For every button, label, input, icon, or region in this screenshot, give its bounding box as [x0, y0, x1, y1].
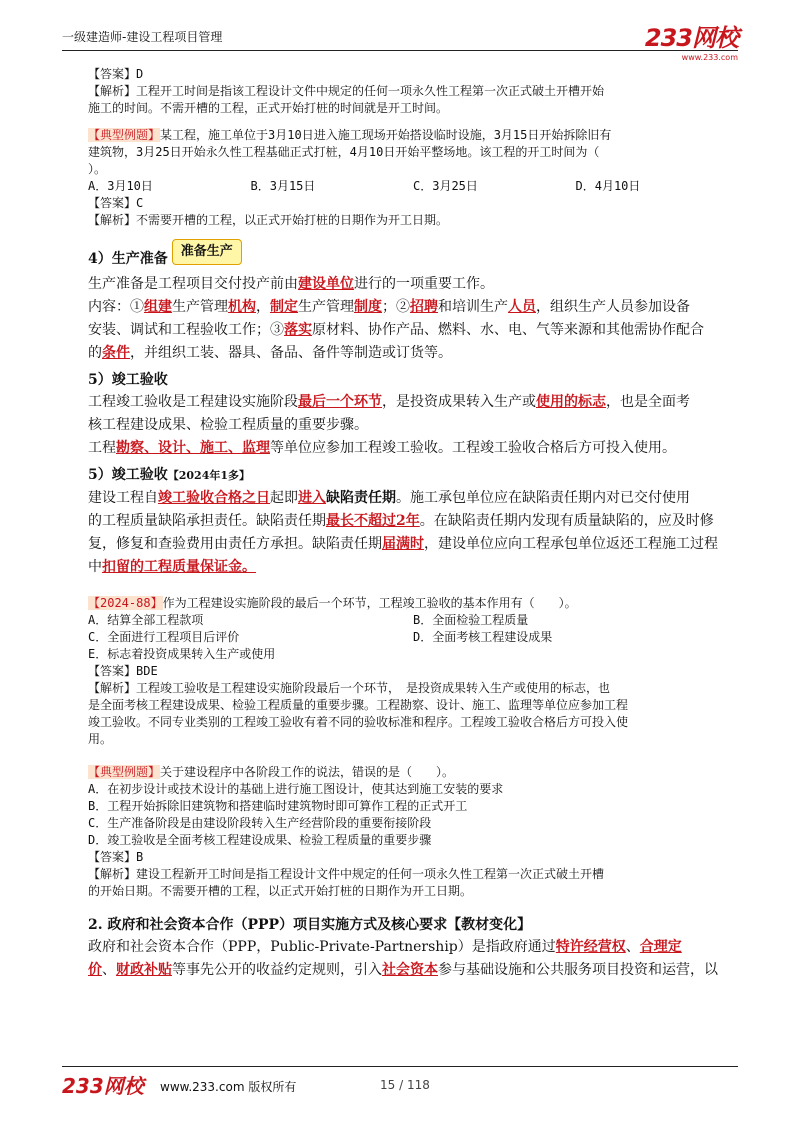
- s4-p2a-0: 内容：①: [88, 299, 144, 315]
- page-number: 15 / 118: [380, 1078, 430, 1092]
- q2-stem-2: 建筑物，3月25日开始永久性工程基础正式打桩，4月10日开始平整场地。该工程的开工时间为（: [88, 145, 600, 159]
- q2-stem-3: ）。: [88, 162, 107, 176]
- q4-analysis-1: 【解析】建设工程新开工时间是指工程设计文件中规定的任何一项永久性工程第一次正式破土开槽: [88, 867, 605, 881]
- q4-stem-text: 关于建设程序中各阶段工作的说法，错误的是（ ）。: [160, 765, 455, 779]
- s4-p2a-5: 制定: [270, 299, 298, 315]
- q4-option-b: B．工程开始拆除旧建筑物和搭建临时建筑物时即可算作工程的正式开工: [88, 799, 468, 813]
- s4-p2a-1: 组建: [144, 299, 172, 315]
- s2-l1-u2: 合理定: [639, 939, 682, 955]
- q1-answer: 【答案】D: [88, 67, 144, 81]
- q4-analysis-2: 的开始日期。不需要开槽的工程，以正式开始打桩的日期作为开工日期。: [88, 884, 473, 898]
- s4-p1-a: 生产准备是工程项目交付投产前由: [88, 276, 298, 292]
- s5b-l2: [88, 510, 738, 533]
- s2-l2-b: 等事先公开的收益约定规则，引入: [172, 962, 382, 978]
- header-logo: [645, 18, 738, 62]
- s4-p2b-b: 原材料、协作产品、燃料、水、电、气等来源和其他需协作配合: [312, 322, 704, 338]
- q1-analysis-2: 施工的时间。不需开槽的工程，正式开始打桩的时间就是开工时间。: [88, 101, 449, 115]
- q2-stem-1: [88, 127, 738, 144]
- s2-l2-a: 、: [102, 962, 116, 978]
- q2-option-b: B．3月15日: [250, 179, 316, 193]
- q2-stem-text: 某工程，施工单位于3月10日进入施工现场开始搭设临时设施，3月15日开始拆除旧有: [160, 128, 612, 142]
- section-5a-heading: 5）竣工验收: [88, 372, 168, 388]
- q1-analysis-1: 【解析】工程开工时间是指该工程设计文件中规定的任何一项永久性工程第一次正式破土开槽开始: [88, 84, 605, 98]
- s5a-p2: [88, 437, 738, 460]
- s4-p2a-4: ，: [256, 299, 270, 315]
- s5b-l2-a: 的工程质量缺陷承担责任。缺陷责任期: [88, 513, 326, 529]
- q3-options-ab: [88, 612, 738, 629]
- s5b-l4-a: 中: [88, 559, 102, 575]
- q4-stem: [88, 764, 738, 781]
- q3-analysis-3: 竣工验收。不同专业类别的工程竣工验收有着不同的验收标准和程序。工程竣工验收合格后方可投入使: [88, 715, 629, 729]
- s5b-l3-b: ，建设单位应向工程承包单位返还工程施工过程: [424, 536, 718, 552]
- q2-option-d: D．4月10日: [575, 179, 641, 193]
- q2-options: [88, 178, 738, 195]
- q3-analysis-4: 用。: [88, 732, 113, 746]
- header-divider: [62, 50, 738, 51]
- s5b-l2-b: 。在缺陷责任期内发现有质量缺陷的，应及时修: [419, 513, 714, 529]
- s5a-p1-u1: 最后一个环节: [298, 394, 382, 410]
- q3-option-e: E．标志着投资成果转入生产或使用: [88, 647, 276, 661]
- header-title: 一级建造师-建设工程项目管理: [62, 30, 223, 44]
- q3-answer: 【答案】BDE: [88, 664, 158, 678]
- s5b-l3-u: 届满时: [382, 536, 424, 552]
- q3-option-b: B．全面检验工程质量: [413, 613, 529, 627]
- section-5b-heading: [88, 464, 738, 487]
- q4-answer: 【答案】B: [88, 850, 144, 864]
- s4-p2a-10: 和培训生产: [438, 299, 508, 315]
- section-2-heading: 2. 政府和社会资本合作（PPP）项目实施方式及核心要求【教材变化】: [88, 917, 532, 933]
- q3-option-c: C．全面进行工程项目后评价: [88, 630, 240, 644]
- s4-p2b-u: 落实: [284, 322, 312, 338]
- page-content: [88, 66, 738, 982]
- logo-text: 233网校: [644, 24, 738, 52]
- section-5b-title: 5）竣工验收: [88, 467, 168, 483]
- s5b-l1-bold: 缺陷责任期: [326, 490, 396, 506]
- s5b-l1-c: 。施工承包单位应在缺陷责任期内对已交付使用: [396, 490, 690, 506]
- q3-analysis-1: 【解析】工程竣工验收是工程建设实施阶段最后一个环节， 是投资成果转入生产或使用的标志，也: [88, 681, 611, 695]
- s5a-p1-a: 工程竣工验收是工程建设实施阶段: [88, 394, 298, 410]
- q2-answer: 【答案】C: [88, 196, 144, 210]
- s5a-p2-b: 等单位应参加工程竣工验收。工程竣工验收合格后方可投入使用。: [270, 440, 676, 456]
- s5a-p2-u: 勘察、设计、施工、监理: [116, 440, 270, 456]
- s5b-l1-u2: 进入: [298, 490, 326, 506]
- s5a-p1-c: ，也是全面考: [606, 394, 690, 410]
- s4-p1-b: 进行的一项重要工作。: [354, 276, 494, 292]
- s4-p2a-2: 生产管理: [172, 299, 228, 315]
- q3-analysis-2: 是全面考核工程建设成果、检验工程质量的重要步骤。工程勘察、设计、施工、监理等单位应参加工程: [88, 698, 629, 712]
- s4-p2a-9: 招聘: [410, 299, 438, 315]
- section-4-title: 4）生产准备: [88, 251, 168, 267]
- s4-p2b: [88, 319, 738, 342]
- s2-l2-u1: 价: [88, 962, 102, 978]
- q2-option-a: A．3月10日: [88, 179, 153, 193]
- s4-p2a-7: 制度: [354, 299, 382, 315]
- s5b-l1-u1: 竣工验收合格之日: [158, 490, 270, 506]
- s4-p2c-b: ，并组织工装、器具、备品、备件等制造或订货等。: [130, 345, 452, 361]
- footer-divider: [62, 1066, 738, 1067]
- q3-tag: 【2024-88】: [88, 596, 163, 610]
- s2-l1: [88, 936, 738, 959]
- s4-p2a-8: ；②: [382, 299, 410, 315]
- s4-p1-u: 建设单位: [298, 276, 354, 292]
- s2-l2: [88, 959, 738, 982]
- s5b-l2-u: 最长不超过2年: [326, 513, 420, 529]
- s4-p2a-6: 生产管理: [298, 299, 354, 315]
- footer-logo: 233网校: [62, 1074, 144, 1098]
- q4-option-c: C．生产准备阶段是由建设阶段转入生产经营阶段的重要衔接阶段: [88, 816, 432, 830]
- s5b-l1-b: 起即: [270, 490, 298, 506]
- s4-p2c: [88, 342, 738, 365]
- s4-p1: [88, 273, 738, 296]
- s2-l1-b: 、: [625, 939, 640, 955]
- s5a-p1-u2: 使用的标志: [536, 394, 606, 410]
- q2-tag: 【典型例题】: [88, 128, 161, 142]
- s4-p2b-a: 安装、调试和工程验收工作；③: [88, 322, 284, 338]
- q3-stem: [88, 595, 738, 612]
- s4-p2c-u: 条件: [102, 345, 130, 361]
- q3-stem-text: 作为工程建设实施阶段的最后一个环节，工程竣工验收的基本作用有（ ）。: [162, 596, 577, 610]
- s2-l1-u1: 特许经营权: [555, 939, 626, 955]
- q4-option-d: D．竣工验收是全面考核工程建设成果、检验工程质量的重要步骤: [88, 833, 432, 847]
- s5b-l1: [88, 487, 738, 510]
- s5a-p1-l2: 核工程建设成果、检验工程质量的重要步骤。: [88, 417, 368, 433]
- s2-l2-u3: 社会资本: [382, 962, 438, 978]
- s5b-l4: [88, 556, 738, 579]
- s5b-l4-u: 扣留的工程质量保证金。: [102, 559, 256, 575]
- q4-option-a: A．在初步设计或技术设计的基础上进行施工图设计，使其达到施工安装的要求: [88, 782, 504, 796]
- s5a-p1-b: ，是投资成果转入生产或: [382, 394, 536, 410]
- callout-note: 准备生产: [172, 239, 242, 265]
- q3-option-a: A．结算全部工程款项: [88, 613, 204, 627]
- q3-option-d: D．全面考核工程建设成果: [413, 630, 553, 644]
- s2-l1-a: 政府和社会资本合作（PPP，Public-Private-Partnership）是指政府通过: [88, 939, 556, 955]
- s4-p2a-3: 机构: [228, 299, 256, 315]
- section-4-heading: [88, 244, 738, 273]
- q3-options-cd: [88, 629, 738, 646]
- section-5b-tag: 【2024年1多】: [167, 469, 251, 482]
- q4-tag: 【典型例题】: [88, 765, 161, 779]
- s5b-l3-a: 复，修复和查验费用由责任方承担。缺陷责任期: [88, 536, 382, 552]
- s2-l2-u2: 财政补贴: [116, 962, 172, 978]
- q2-option-c: C．3月25日: [413, 179, 478, 193]
- s4-p2a-11: 人员: [508, 299, 536, 315]
- s5a-p2-a: 工程: [88, 440, 116, 456]
- s2-l2-c: 参与基础设施和公共服务项目投资和运营，以: [438, 962, 718, 978]
- logo-url: www.233.com: [681, 53, 738, 62]
- footer-site: www.233.com 版权所有: [160, 1080, 297, 1094]
- s5b-l3: [88, 533, 738, 556]
- s4-p2c-a: 的: [88, 345, 102, 361]
- s5a-p1: [88, 391, 738, 414]
- s4-p2a-12: ，组织生产人员参加设备: [536, 299, 690, 315]
- s5b-l1-a: 建设工程自: [88, 490, 158, 506]
- q2-analysis: 【解析】不需要开槽的工程，以正式开始打桩的日期作为开工日期。: [88, 213, 449, 227]
- s4-p2a: [88, 296, 738, 319]
